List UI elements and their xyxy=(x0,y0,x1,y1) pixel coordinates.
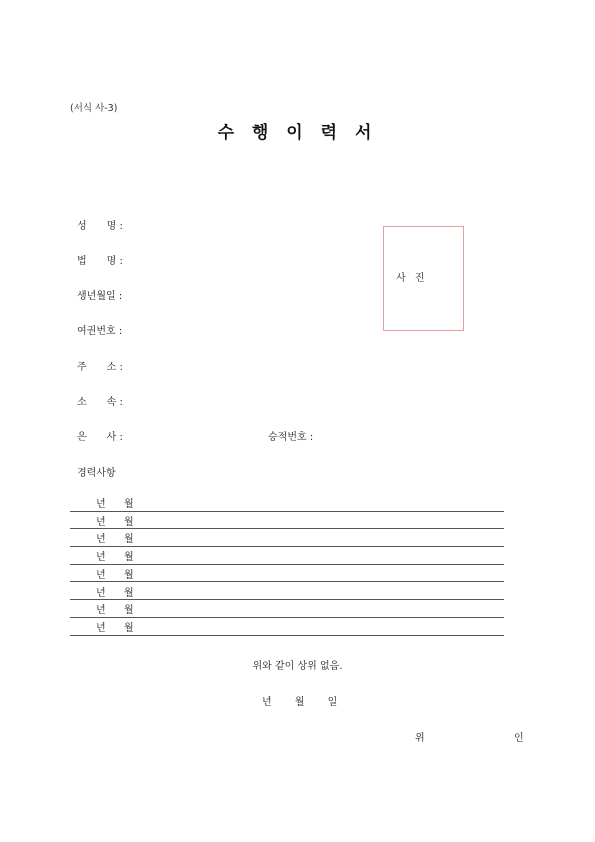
declaration-statement: 위와 같이 상위 없음. xyxy=(252,661,343,672)
photo-box xyxy=(383,226,464,331)
field-address-label: 주 소 : xyxy=(77,362,123,373)
career-month: 월 xyxy=(124,534,134,546)
career-row xyxy=(70,564,504,583)
field-dharma-name-label: 법 명 : xyxy=(77,256,123,267)
career-row xyxy=(70,599,504,618)
document-title: 수 행 이 력 서 xyxy=(217,123,378,143)
career-month: 월 xyxy=(124,622,134,634)
career-month: 월 xyxy=(124,605,134,617)
career-row xyxy=(70,528,504,547)
career-month: 월 xyxy=(124,516,134,528)
field-affiliation-label: 소 속 : xyxy=(77,397,123,408)
career-row xyxy=(70,546,504,565)
career-row xyxy=(70,511,504,530)
signature-label: 위 xyxy=(415,733,425,744)
career-year: 년 xyxy=(96,622,106,634)
seal-label: 인 xyxy=(514,733,524,744)
career-row xyxy=(70,582,504,601)
photo-label: 사 진 xyxy=(396,273,428,284)
field-ordination-number-label: 승적번호 : xyxy=(268,432,314,443)
career-year: 년 xyxy=(96,605,106,617)
career-year: 년 xyxy=(96,516,106,528)
field-name-label: 성 명 : xyxy=(77,221,123,232)
career-month: 월 xyxy=(124,587,134,599)
career-year: 년 xyxy=(96,569,106,581)
career-year: 년 xyxy=(96,534,106,546)
field-passport-label: 여권번호 : xyxy=(77,326,123,337)
form-code: (서식 사-3) xyxy=(70,103,118,114)
career-row xyxy=(70,493,504,512)
career-row xyxy=(70,617,504,636)
field-teacher-label: 은 사 : xyxy=(77,432,123,443)
career-year: 년 xyxy=(96,552,106,564)
career-month: 월 xyxy=(124,552,134,564)
career-year: 년 xyxy=(96,499,106,510)
career-section-title: 경력사항 xyxy=(77,468,116,479)
career-month: 월 xyxy=(124,569,134,581)
career-year: 년 xyxy=(96,587,106,599)
field-birthdate-label: 생년월일 : xyxy=(77,291,123,302)
career-month: 월 xyxy=(124,499,134,510)
date-line: 년 월 일 xyxy=(262,697,338,708)
